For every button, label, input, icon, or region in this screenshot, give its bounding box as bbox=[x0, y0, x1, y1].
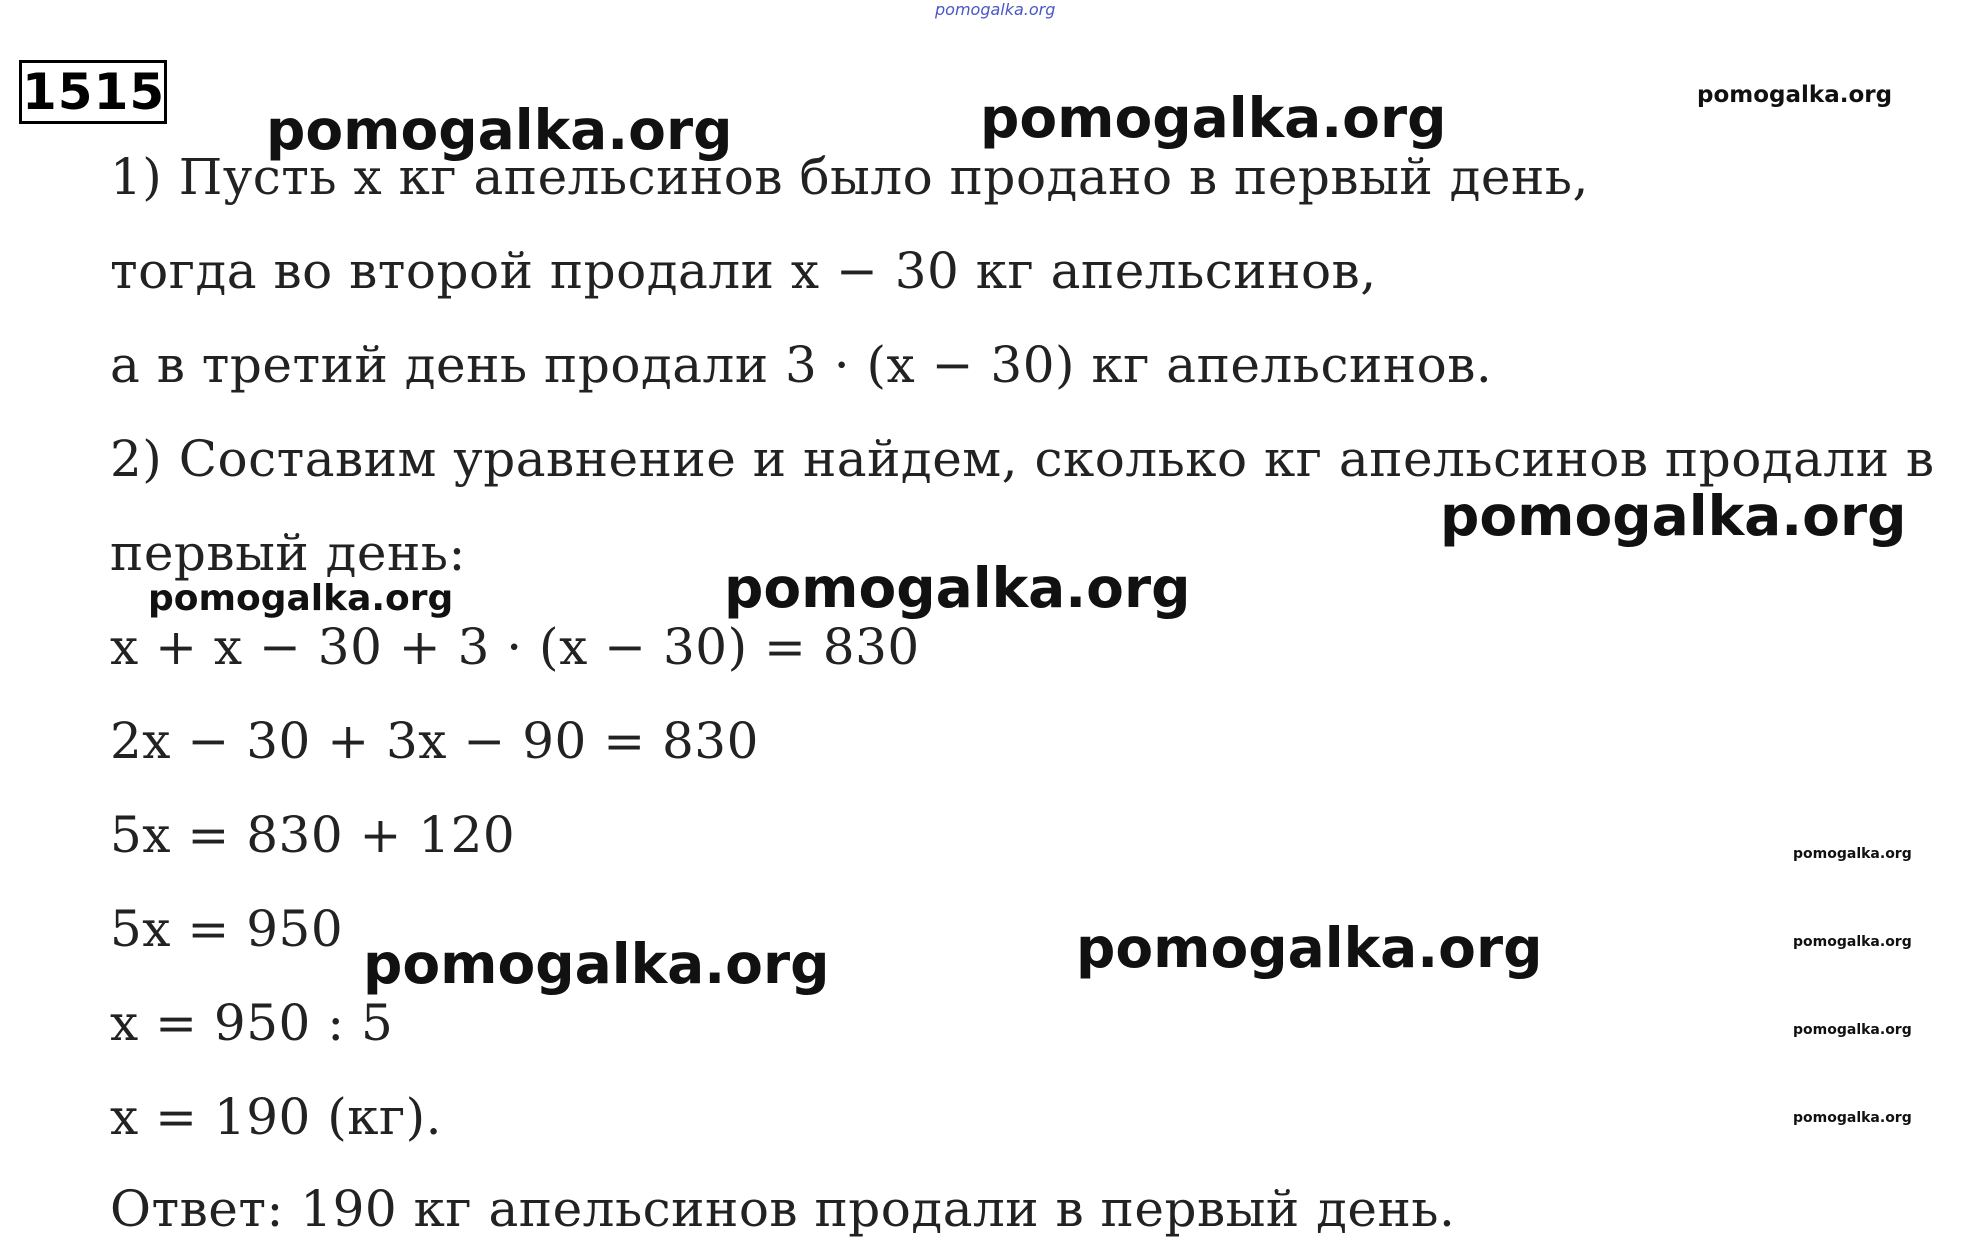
watermark-header-center: pomogalka.org bbox=[980, 86, 1447, 150]
equation-line-4: 5x = 950 bbox=[110, 900, 344, 958]
equation-line-2: 2x − 30 + 3x − 90 = 830 bbox=[110, 712, 759, 770]
watermark-side-4: pomogalka.org bbox=[1793, 1110, 1912, 1126]
problem-number: 1515 bbox=[19, 60, 167, 124]
watermark-mid-center: pomogalka.org bbox=[724, 556, 1191, 620]
watermark-mid-right: pomogalka.org bbox=[1440, 484, 1907, 548]
solution-line-4: 2) Составим уравнение и найдем, сколько кг апельсинов продали в bbox=[110, 430, 1935, 488]
watermark-bottom-left: pomogalka.org bbox=[363, 932, 830, 996]
solution-line-5: первый день: bbox=[110, 524, 466, 582]
equation-line-1: x + x − 30 + 3 · (x − 30) = 830 bbox=[110, 618, 920, 676]
watermark-header-right: pomogalka.org bbox=[1697, 82, 1893, 108]
answer-line: Ответ: 190 кг апельсинов продали в первый день. bbox=[110, 1180, 1456, 1238]
equation-line-5: x = 950 : 5 bbox=[110, 994, 394, 1052]
watermark-side-1: pomogalka.org bbox=[1793, 846, 1912, 862]
solution-line-1: 1) Пусть x кг апельсинов было продано в первый день, bbox=[110, 148, 1589, 206]
solution-line-3: а в третий день продали 3 · (x − 30) кг апельсинов. bbox=[110, 336, 1493, 394]
equation-line-6: x = 190 (кг). bbox=[110, 1088, 443, 1146]
equation-line-3: 5x = 830 + 120 bbox=[110, 806, 516, 864]
solution-line-2: тогда во второй продали x − 30 кг апельсинов, bbox=[110, 242, 1377, 300]
watermark-side-3: pomogalka.org bbox=[1793, 1022, 1912, 1038]
watermark-side-2: pomogalka.org bbox=[1793, 934, 1912, 950]
watermark-mid-left: pomogalka.org bbox=[148, 578, 454, 619]
watermark-bottom-center: pomogalka.org bbox=[1076, 916, 1543, 980]
watermark-header-left: pomogalka.org bbox=[266, 98, 733, 162]
watermark-top: pomogalka.org bbox=[935, 0, 1056, 19]
